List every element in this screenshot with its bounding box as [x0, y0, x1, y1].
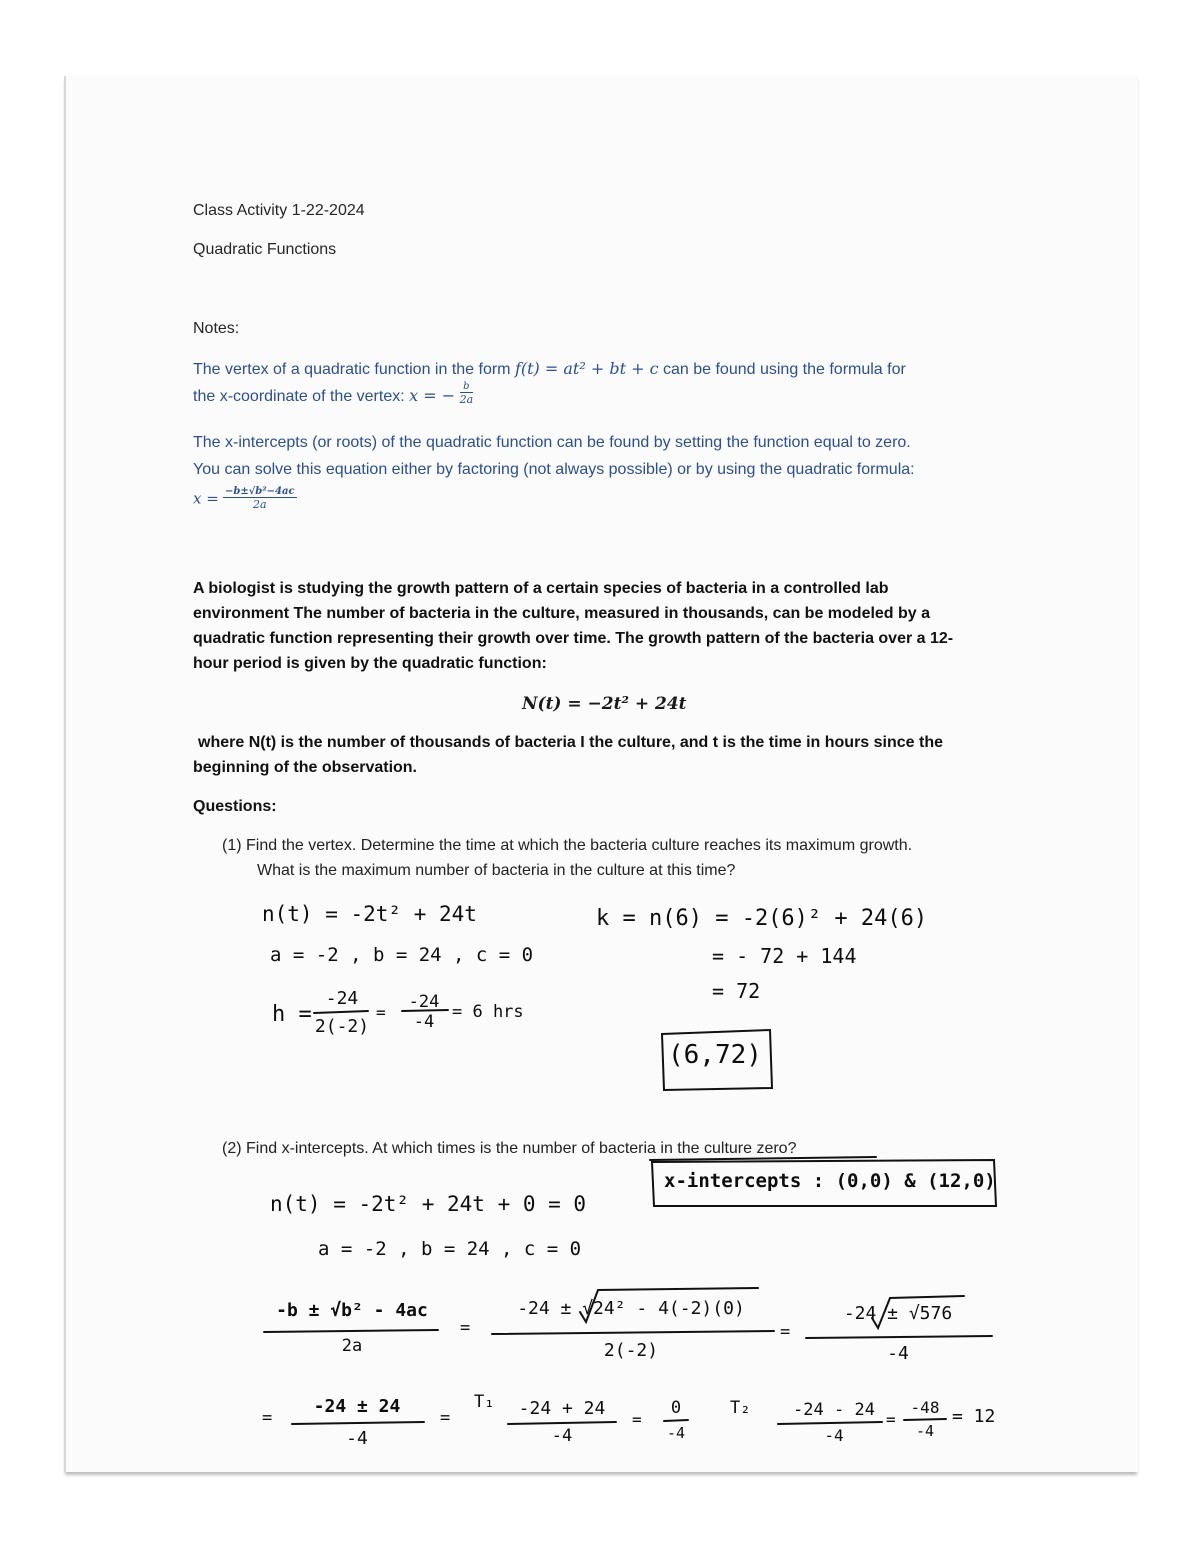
hw-q2-t2-res-num: -48 — [910, 1398, 940, 1417]
hw-q2-underline — [650, 1157, 876, 1160]
hw-q2-eq4: = — [440, 1408, 451, 1428]
hw-q2-t1-eq: = — [632, 1410, 642, 1429]
hw-q2-eq3: = — [262, 1408, 273, 1428]
hw-q2-pm-num: -24 ± 24 — [313, 1396, 401, 1417]
hw-q2-simp-num: -24 ± √576 — [843, 1303, 953, 1324]
hw-q1-vertex-box — [662, 1030, 772, 1090]
vertex-formula-lhs: x = − — [409, 386, 456, 405]
model-equation: N(t) = −2t² + 24t — [522, 694, 687, 714]
questions-label: Questions: — [193, 798, 277, 815]
hw-q2-t2-bar — [778, 1422, 882, 1424]
problem-line3: quadratic function representing their growth over time. The growth pattern of the bacteria over a 12- — [193, 630, 954, 647]
where-line2: beginning of the observation. — [193, 759, 417, 776]
problem-line1: A biologist is studying the growth pattern of a certain species of bacteria in a controlled lab — [193, 580, 889, 597]
hw-q1-h-den2: -4 — [413, 1012, 435, 1032]
question-2-line1: (2) Find x-intercepts. At which times is the number of bacteria in the culture zero? — [222, 1140, 797, 1157]
hw-q2-t2-result: = 12 — [952, 1406, 996, 1427]
hw-q2-coefficients: a = -2 , b = 24 , c = 0 — [318, 1238, 582, 1260]
hw-q2-t1-res-bar — [664, 1420, 688, 1421]
hw-q2-intercepts-answer: x-intercepts : (0,0) & (12,0) — [664, 1170, 996, 1192]
hw-q2-eq2: = — [780, 1322, 791, 1342]
hw-q1-h-num2: -24 — [408, 992, 440, 1012]
hw-q2-t2-label: T₂ — [730, 1398, 751, 1418]
hw-q2-simp-radical — [872, 1296, 964, 1328]
hw-q1-frac-bar-1 — [314, 1011, 368, 1013]
hw-q2-t1-bar — [508, 1422, 616, 1424]
activity-subtitle: Quadratic Functions — [193, 241, 337, 258]
hw-q2-t1-label: T₁ — [474, 1392, 495, 1412]
hw-q1-k-line3: = 72 — [712, 979, 761, 1003]
hw-q2-sub-radical — [580, 1288, 758, 1322]
qf-numerator: −b±√b²−4ac — [224, 486, 295, 497]
hw-q2-intercepts-box — [652, 1160, 996, 1206]
hw-q2-t1-res-num: 0 — [670, 1398, 682, 1418]
vertex-note-text2: the x-coordinate of the vertex: — [193, 388, 405, 405]
hw-q2-t2-den: -4 — [824, 1426, 844, 1445]
vertex-note-text: The vertex of a quadratic function in the form — [193, 361, 511, 378]
hw-q2-sub-bar — [492, 1331, 774, 1334]
hw-q2-qf-den: 2a — [341, 1336, 363, 1356]
notes-label: Notes: — [193, 320, 240, 337]
hw-q1-vertex-answer: (6,72) — [668, 1040, 762, 1070]
hw-q2-eq1: = — [460, 1318, 471, 1338]
hw-q1-k-line1: k = n(6) = -2(6)² + 24(6) — [596, 906, 928, 931]
hw-q2-function: n(t) = -2t² + 24t + 0 = 0 — [270, 1192, 587, 1216]
hw-q2-qf-num: -b ± √b² - 4ac — [276, 1300, 428, 1321]
hw-q2-t2-num: -24 - 24 — [793, 1400, 875, 1420]
hw-q2-t1-res-den: -4 — [666, 1424, 686, 1442]
hw-q2-simp-bar — [806, 1336, 992, 1338]
hw-q2-pm-bar — [292, 1422, 424, 1424]
hw-q2-t2-res-bar — [904, 1419, 946, 1420]
vertex-note-text-end: can be found using the formula for — [663, 361, 906, 378]
vertex-frac-num: b — [460, 381, 474, 393]
hw-q2-sub-den: 2(-2) — [603, 1340, 659, 1361]
question-1-line2: What is the maximum number of bacteria in the culture at this time? — [257, 862, 736, 879]
hw-q1-h-result: = 6 hrs — [452, 1002, 524, 1022]
hw-q2-t1-den: -4 — [551, 1426, 573, 1446]
vertex-frac-den: 2a — [459, 393, 474, 407]
hw-q2-t2-res-den: -4 — [915, 1422, 935, 1440]
hw-q2-qf-bar — [264, 1330, 438, 1332]
hw-q1-frac-bar-2 — [402, 1010, 448, 1011]
where-line1: where N(t) is the number of thousands of bacteria I the culture, and t is the time in hours since the — [198, 734, 943, 751]
hw-q1-coefficients: a = -2 , b = 24 , c = 0 — [270, 944, 534, 966]
activity-title: Class Activity 1-22-2024 — [193, 202, 365, 219]
hw-q2-sub-num: -24 ± √24² - 4(-2)(0) — [517, 1298, 745, 1319]
hw-q1-h-den1: 2(-2) — [314, 1016, 370, 1037]
qf-denominator: 2a — [252, 498, 267, 511]
hw-q2-t1-num: -24 + 24 — [518, 1398, 606, 1419]
hw-q2-pm-den: -4 — [346, 1428, 368, 1449]
question-1-line1: (1) Find the vertex. Determine the time at which the bacteria culture reaches its maximum growth. — [222, 837, 913, 854]
roots-note-line2: You can solve this equation either by factoring (not always possible) or by using the quadratic formula: — [193, 461, 915, 478]
hw-q1-h-label: h = — [272, 1002, 312, 1027]
qf-lhs: x = — [193, 489, 219, 508]
hw-q2-simp-den: -4 — [887, 1343, 909, 1364]
roots-note-line1: The x-intercepts (or roots) of the quadratic function can be found by setting the function equal to zero. — [193, 434, 911, 451]
hw-q1-function: n(t) = -2t² + 24t — [262, 902, 477, 926]
problem-line2: environment The number of bacteria in the culture, measured in thousands, can be modeled by a — [193, 605, 931, 622]
hw-q2-t2-eq: = — [886, 1410, 896, 1429]
general-form-math: f(t) = at² + bt + c — [514, 359, 659, 378]
hw-q1-h-num1: -24 — [325, 988, 359, 1009]
hw-q1-h-eq: = — [376, 1003, 386, 1022]
problem-line4: hour period is given by the quadratic function: — [193, 655, 547, 672]
hw-q1-k-line2: = - 72 + 144 — [712, 944, 857, 968]
